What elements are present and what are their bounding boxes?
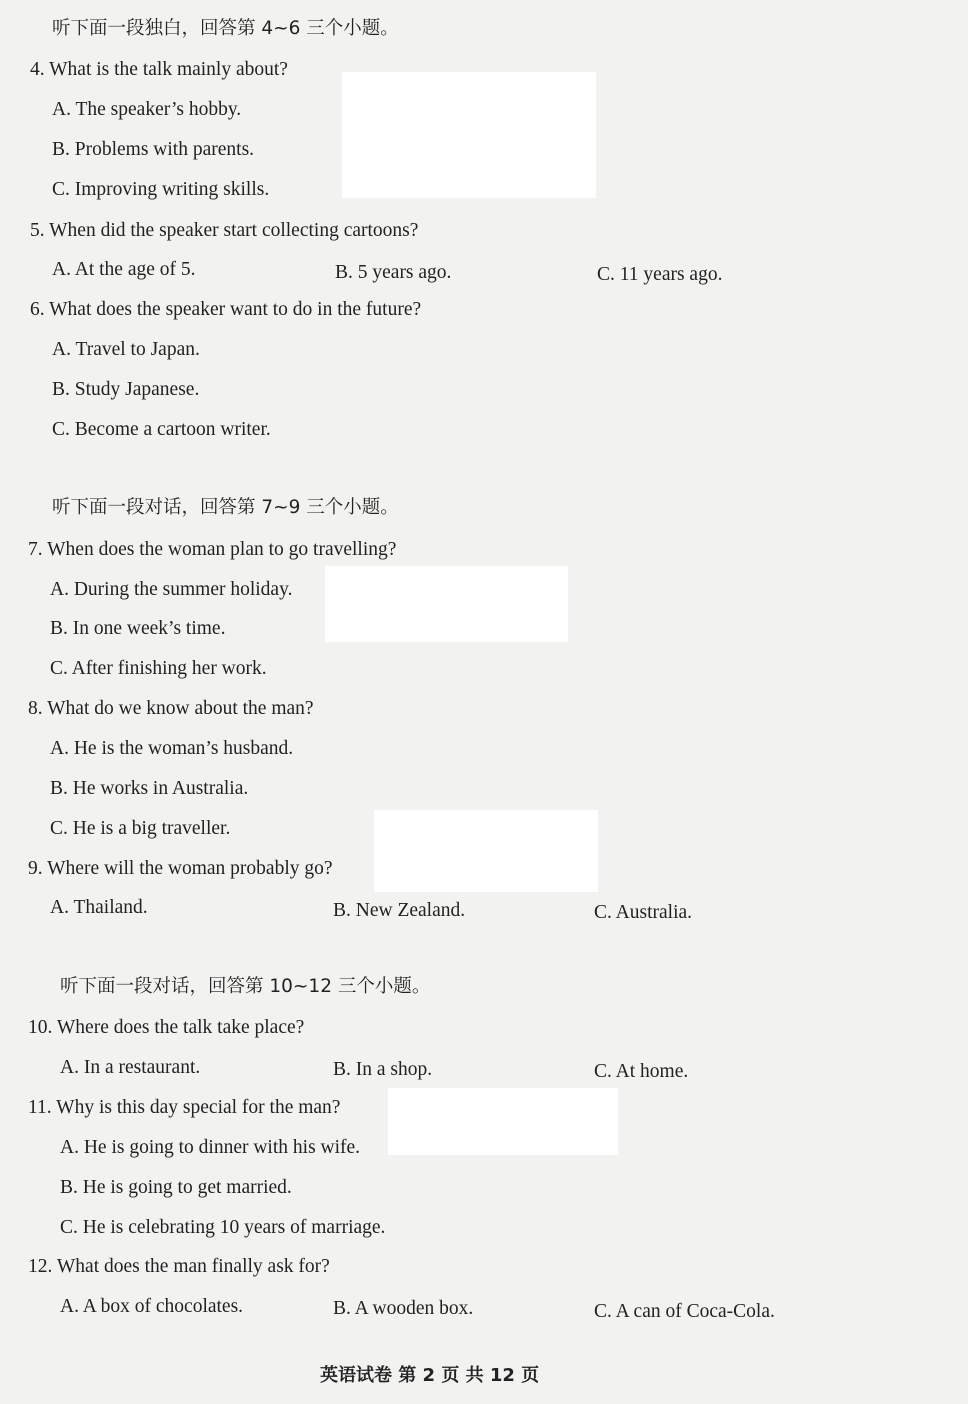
option-11a: A. He is going to dinner with his wife. (60, 1137, 361, 1158)
section-instruction: 听下面一段独白，回答第 4~6 三个小题。 (52, 18, 399, 39)
option-4a: A. The speaker’s hobby. (52, 99, 242, 120)
option-7c: C. After finishing her work. (50, 658, 267, 679)
question-7: 7. When does the woman plan to go travelling? (28, 539, 397, 560)
option-9a: A. Thailand. (50, 897, 148, 918)
option-11c: C. He is celebrating 10 years of marriage. (60, 1217, 386, 1238)
redaction-box (374, 810, 598, 892)
option-6b: B. Study Japanese. (52, 379, 200, 400)
option-9b: B. New Zealand. (333, 900, 466, 921)
option-5b: B. 5 years ago. (335, 262, 452, 283)
question-5: 5. When did the speaker start collecting cartoons? (30, 220, 419, 241)
option-10a: A. In a restaurant. (60, 1057, 201, 1078)
question-10: 10. Where does the talk take place? (28, 1017, 305, 1038)
question-8: 8. What do we know about the man? (28, 698, 314, 719)
option-12c: C. A can of Coca-Cola. (594, 1301, 775, 1322)
redaction-box (388, 1088, 618, 1155)
option-5c: C. 11 years ago. (597, 264, 723, 285)
section-instruction: 听下面一段对话，回答第 7~9 三个小题。 (52, 497, 399, 518)
redaction-box (342, 72, 596, 198)
option-8c: C. He is a big traveller. (50, 818, 231, 839)
option-10b: B. In a shop. (333, 1059, 433, 1080)
option-9c: C. Australia. (594, 902, 693, 923)
option-4c: C. Improving writing skills. (52, 179, 270, 200)
option-5a: A. At the age of 5. (52, 259, 196, 280)
option-6a: A. Travel to Japan. (52, 339, 200, 360)
option-8a: A. He is the woman’s husband. (50, 738, 294, 759)
question-4: 4. What is the talk mainly about? (30, 59, 288, 80)
question-11: 11. Why is this day special for the man? (28, 1097, 341, 1118)
option-6c: C. Become a cartoon writer. (52, 419, 271, 440)
option-8b: B. He works in Australia. (50, 778, 249, 799)
option-7a: A. During the summer holiday. (50, 579, 293, 600)
question-9: 9. Where will the woman probably go? (28, 858, 333, 879)
option-7b: B. In one week’s time. (50, 618, 226, 639)
option-12a: A. A box of chocolates. (60, 1296, 244, 1317)
option-4b: B. Problems with parents. (52, 139, 255, 160)
option-12b: B. A wooden box. (333, 1298, 474, 1319)
question-6: 6. What does the speaker want to do in the future? (30, 299, 422, 320)
option-10c: C. At home. (594, 1061, 689, 1082)
redaction-box (325, 566, 568, 642)
option-11b: B. He is going to get married. (60, 1177, 292, 1198)
section-instruction: 听下面一段对话，回答第 10~12 三个小题。 (60, 976, 431, 997)
question-12: 12. What does the man finally ask for? (28, 1256, 330, 1277)
page-footer: 英语试卷 第 2 页 共 12 页 (320, 1365, 540, 1386)
